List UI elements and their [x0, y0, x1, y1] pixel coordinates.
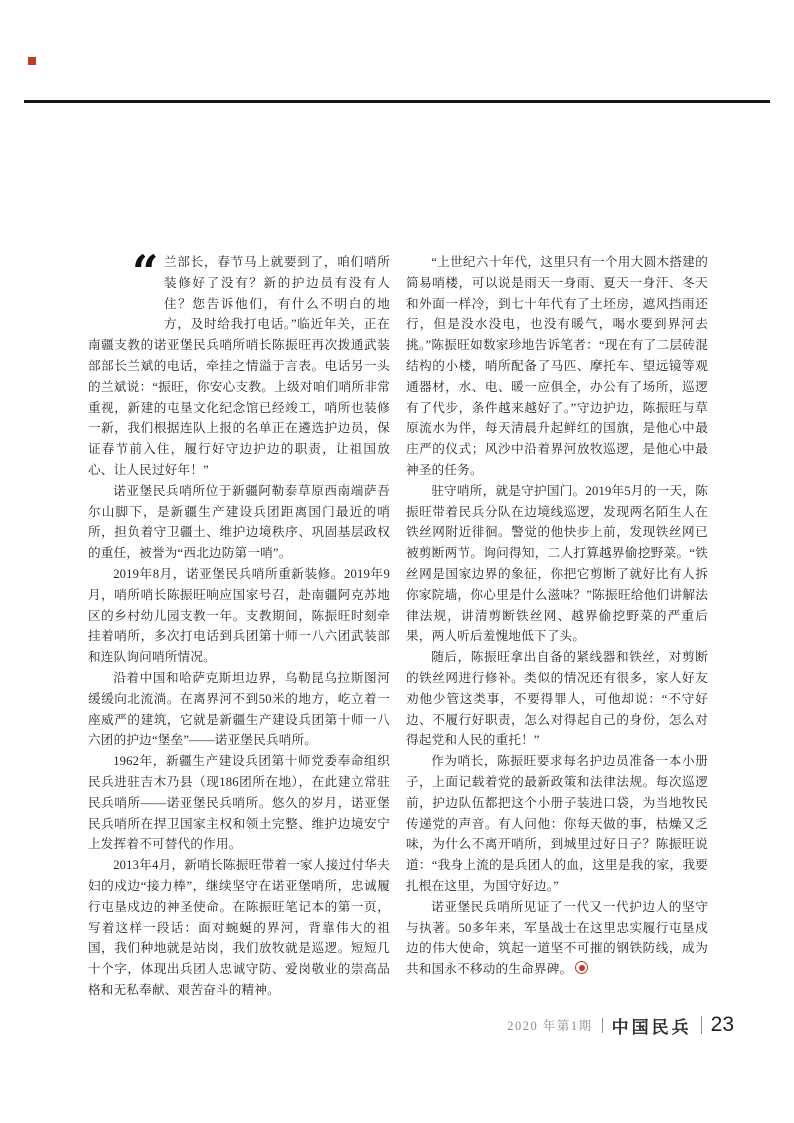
- footer-separator: [701, 1016, 702, 1034]
- article-paragraph: “ 兰部长，春节马上就要到了，咱们哨所装修好了没有？新的护边员有没有人住？您告诉他们，有什么不明白的地方，及时给我打电话。”临近年关，正在南疆支教的诺亚堡民兵哨所哨长陈振旺再次拨通武装部部长兰斌的电话，牵挂之情溢于言表。电话另一头的兰斌说：“振旺，你安心支教。上级对咱们哨所非常重视，新建的屯垦文化纪念馆已经竣工，哨所也装修一新，我们根据连队上报的名单正在遴选护边员，保证春节前入住，履行好守边护边的职责，让祖国放心、让人民过好年！”: [88, 245, 390, 477]
- article-paragraph: 沿着中国和哈萨克斯坦边界，乌勒昆乌拉斯图河缓缓向北流淌。在离界河不到50米的地方，屹立着一座威严的建筑，它就是新疆生产建设兵团第十师一八六团的护边“堡垒”——诺亚堡民兵哨所。: [88, 670, 390, 748]
- page-footer: [507, 1012, 734, 1038]
- article-paragraph: 诺亚堡民兵哨所位于新疆阿勒泰草原西南端萨吾尔山脚下，是新疆生产建设兵团距离国门最近的哨所，担负着守卫疆土、维护边境秩序、巩固基层政权的重任，被誉为“西北边防第一哨”。: [88, 483, 390, 561]
- article-paragraph: 2019年8月，诺亚堡民兵哨所重新装修。2019年9月，哨所哨长陈振旺响应国家号召，赴南疆阿克苏地区的乡村幼儿园支教一年。支教期间，陈振旺时刻牵挂着哨所，多次打电话到兵团第十师一八六团武装部和连队询问哨所情况。: [88, 566, 390, 665]
- footer-page-number: 23: [710, 1013, 734, 1036]
- footer-issue-label: 2020 年第1期: [507, 1019, 593, 1033]
- article-left-column: [88, 245, 390, 1001]
- article-paragraph: “上世纪六十年代，这里只有一个用大圆木搭建的简易哨楼，可以说是雨天一身雨、夏天一身汗、冬天和外面一样冷，到七十年代有了土坯房，遮风挡雨还行，但是没水没电，也没有暖气，喝水要到界河去挑。”陈振旺如数家珍地告诉笔者：“现在有了二层砖混结构的小楼，哨所配备了马匹、摩托车、望远镜等观通器材，水、电、暖一应俱全，办公有了场所，巡逻有了代步，条件越来越好了。”守边护边，陈振旺与草原流水为伴，每天清晨升起鲜红的国旗，是他心中最庄严的仪式；风沙中沿着界河放牧巡逻，是他心中最神圣的任务。: [406, 255, 708, 477]
- corner-red-square-decor: [28, 57, 36, 65]
- article-paragraph: 作为哨长，陈振旺要求每名护边员准备一本小册子，上面记载着党的最新政策和法律法规。每次巡逻前，护边队伍都把这个小册子装进口袋，为当地牧民传递党的声音。有人问他：你每天做的事，枯燥又乏味，为什么不离开哨所，到城里过好日子？陈振旺说道：“我身上流的是兵团人的血，这里是我的家，我要扎根在这里，为国守好边。”: [406, 754, 708, 893]
- article-right-column: [406, 252, 708, 980]
- article-paragraph: 1962年，新疆生产建设兵团第十师党委奉命组织民兵进驻吉木乃县（现186团所在地），在此建立常驻民兵哨所——诺亚堡民兵哨所。悠久的岁月，诺亚堡民兵哨所在捍卫国家主权和领土完整、维护边境安宁上发挥着不可替代的作用。: [88, 754, 390, 852]
- article-paragraph: 驻守哨所，就是守护国门。2019年5月的一天，陈振旺带着民兵分队在边境线巡逻，发现两名陌生人在铁丝网附近徘徊。警觉的他快步上前，发现铁丝网已被剪断两节。询问得知，二人打算越界偷挖野菜。“铁丝网是国家边界的象征，你把它剪断了就好比有人拆你家院墙，你心里是什么滋味？”陈振旺给他们讲解法律法规，讲清剪断铁丝网、越界偷挖野菜的严重后果，两人听后羞愧地低下了头。: [406, 483, 708, 644]
- footer-separator: [602, 1018, 603, 1033]
- opening-quote-icon: “: [132, 245, 159, 299]
- article-end-seal-icon: [575, 961, 588, 974]
- article-paragraph: 2013年4月，新哨长陈振旺带着一家人接过付华夫妇的戍边“接力棒”，继续坚守在诺亚堡哨所，忠诚履行屯垦戍边的神圣使命。在陈振旺笔记本的第一页，写着这样一段话：面对蜿蜒的界河，背靠伟大的祖国，我们种地就是站岗，我们放牧就是巡逻。短短几十个字，体现出兵团人忠诚守防、爱岗敬业的崇高品格和无私奉献、艰苦奋斗的精神。: [88, 858, 390, 997]
- article-paragraph: 随后，陈振旺拿出自备的紧线器和铁丝，对剪断的铁丝网进行修补。类似的情况还有很多，家人好友劝他少管这类事，不要得罪人，可他却说：“不守好边、不履行好职责，怎么对得起自己的身份，怎么对得起党和人民的重托！”: [406, 650, 708, 748]
- article-paragraph: 诺亚堡民兵哨所见证了一代又一代护边人的坚守与执著。50多年来，军垦战士在这里忠实履行屯垦戍边的伟大使命，筑起一道坚不可摧的钢铁防线，成为共和国永不移动的生命界碑。: [406, 899, 708, 977]
- top-rule-divider: [24, 100, 770, 103]
- footer-magazine-title: 中国民兵: [611, 1017, 692, 1037]
